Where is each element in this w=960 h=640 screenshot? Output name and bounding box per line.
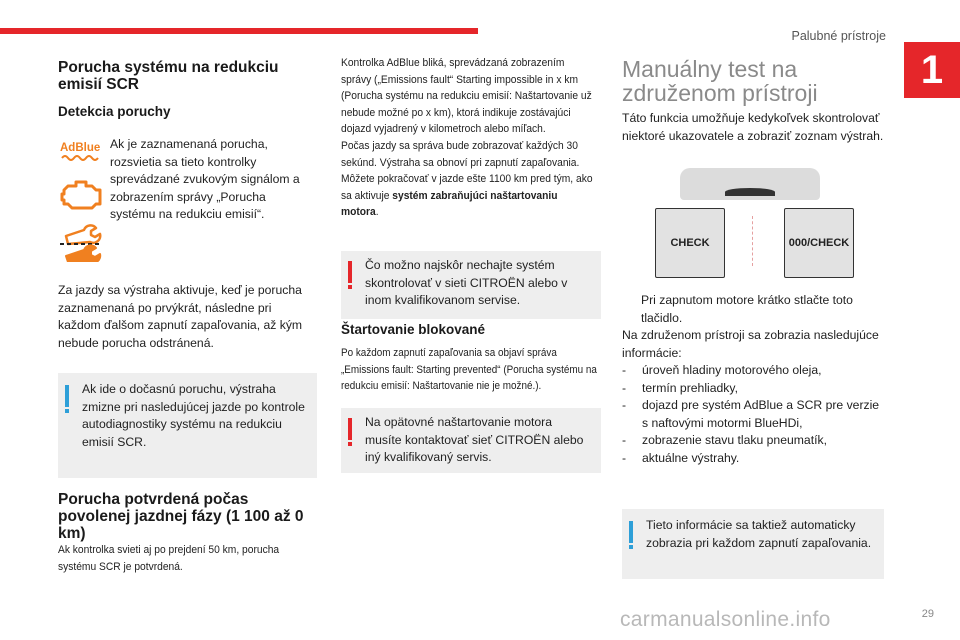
list-item: - dojazd pre systém AdBlue a SCR pre verzie s naftovými motormi BlueHDi, bbox=[622, 398, 880, 430]
info-box-auto-display bbox=[622, 509, 884, 579]
starting-blocked-heading: Štartovanie blokované bbox=[341, 322, 486, 337]
info-list bbox=[622, 362, 884, 467]
scr-fault-title: Porucha systému na redukciu emisií SCR bbox=[58, 59, 279, 93]
manual-test-title: Manuálny test na združenom prístroji bbox=[622, 56, 818, 106]
list-item: - termín prehliadky, bbox=[622, 380, 738, 395]
manual-test-step: Pri zapnutom motore krátko stlačte toto tlačidlo. Na združenom prístroji sa zobrazia nasledujúce informácie: - úroveň hladiny motorového oleja, - termín prehliadky, - dojazd pre systém AdBlue a SCR pre verzie s naftovými motormi BlueHDi, - zobrazenie stavu tlaku pneumatík, - aktuálne výstrahy. bbox=[622, 292, 884, 467]
engine-warning-icon bbox=[60, 178, 102, 214]
confirmed-fault-text: Ak kontrolka svieti aj po prejdení 50 km, porucha systému SCR je potvrdená. bbox=[58, 544, 280, 573]
warning-box-check-system bbox=[341, 251, 601, 319]
service-wrench-icon bbox=[58, 224, 104, 262]
watermark: carmanualsonline.info bbox=[620, 608, 831, 631]
adblue-warning-icon: AdBlue bbox=[60, 142, 102, 164]
adblue-blink-text: Kontrolka AdBlue bliká, sprevádzaná zobrazením správy („Emissions fault“ Starting impossible in x km (Porucha systému na redukciu emisií: Naštartovanie už nebude možné po x km), ktorá indikuje zostávajúci dojazd vyjadrený v kilometroch alebo míľach. Počas jazdy sa správa bude zobrazovať každých 30 sekúnd. Výstraha sa obnoví pri zapnutí zapaľovania. Môžete pokračovať v jazde ešte 1100 km pred tým, ako sa aktivuje systém zabraňujúci naštartovaniu motora. bbox=[341, 57, 593, 219]
warning-text-2: Na opätovné naštartovanie motora musíte kontaktovať sieť CITROËN alebo iný kvalifikovaný servis. bbox=[365, 415, 584, 464]
list-item: - aktuálne výstrahy. bbox=[622, 450, 740, 465]
info-icon bbox=[65, 385, 69, 407]
info-text-2: Tieto informácie sa taktiež automaticky zobrazia pri každom zapnutí zapaľovania. bbox=[646, 518, 872, 550]
odometer-check-button[interactable]: 000/CHECK bbox=[784, 208, 854, 278]
confirmed-fault-heading: Porucha potvrdená počas povolenej jazdnej fázy (1 100 až 0 km) bbox=[58, 491, 304, 542]
chapter-tab: 1 bbox=[904, 42, 960, 98]
detection-heading: Detekcia poruchy bbox=[58, 104, 171, 119]
section-title: Palubné prístroje bbox=[791, 29, 886, 43]
header-accent-bar bbox=[0, 28, 478, 34]
warning-icon-2 bbox=[348, 418, 352, 440]
adblue-waves bbox=[60, 154, 102, 162]
warning-text: Čo možno najskôr nechajte systém skontrolovať v sieti CITROËN alebo v inom kvalifikovanom servise. bbox=[365, 258, 568, 307]
list-item: - úroveň hladiny motorového oleja, bbox=[622, 363, 822, 377]
check-button[interactable]: CHECK bbox=[655, 208, 725, 278]
page-number: 29 bbox=[921, 608, 934, 620]
detection-text: Ak je zaznamenaná porucha, rozsvietia sa tieto kontrolky sprevádzané zvukovým signálom a zobrazením správy „Porucha systému na redukciu emisií“. bbox=[110, 137, 300, 221]
manual-test-intro: Táto funkcia umožňuje kedykoľvek skontrolovať niektoré ukazovatele a zobraziť zoznam výstrah. bbox=[622, 111, 884, 143]
info-box-temporary-fault bbox=[58, 373, 317, 478]
list-item: - zobrazenie stavu tlaku pneumatík, bbox=[622, 433, 827, 447]
warning-activation-text: Za jazdy sa výstraha aktivuje, keď je porucha zaznamenaná po prvýkrát, následne pri každom ďalšom zapnutí zapaľovania, až kým nebude porucha odstránená. bbox=[58, 283, 303, 350]
info-text: Ak ide o dočasnú poruchu, výstraha zmizne pri nasledujúcej jazde po kontrole autodiagnostiky systému na redukciu emisií SCR. bbox=[82, 382, 305, 449]
warning-box-contact-network bbox=[341, 408, 601, 473]
instrument-panel-illustration bbox=[650, 168, 860, 280]
starting-blocked-text: Po každom zapnutí zapaľovania sa objaví správa „Emissions fault: Starting prevented“ (Porucha systému na redukciu emisií: Naštartovanie nie je možné.). bbox=[341, 347, 597, 393]
warning-icon bbox=[348, 261, 352, 283]
arrow-icon bbox=[622, 292, 641, 327]
info-icon-2 bbox=[629, 521, 633, 543]
